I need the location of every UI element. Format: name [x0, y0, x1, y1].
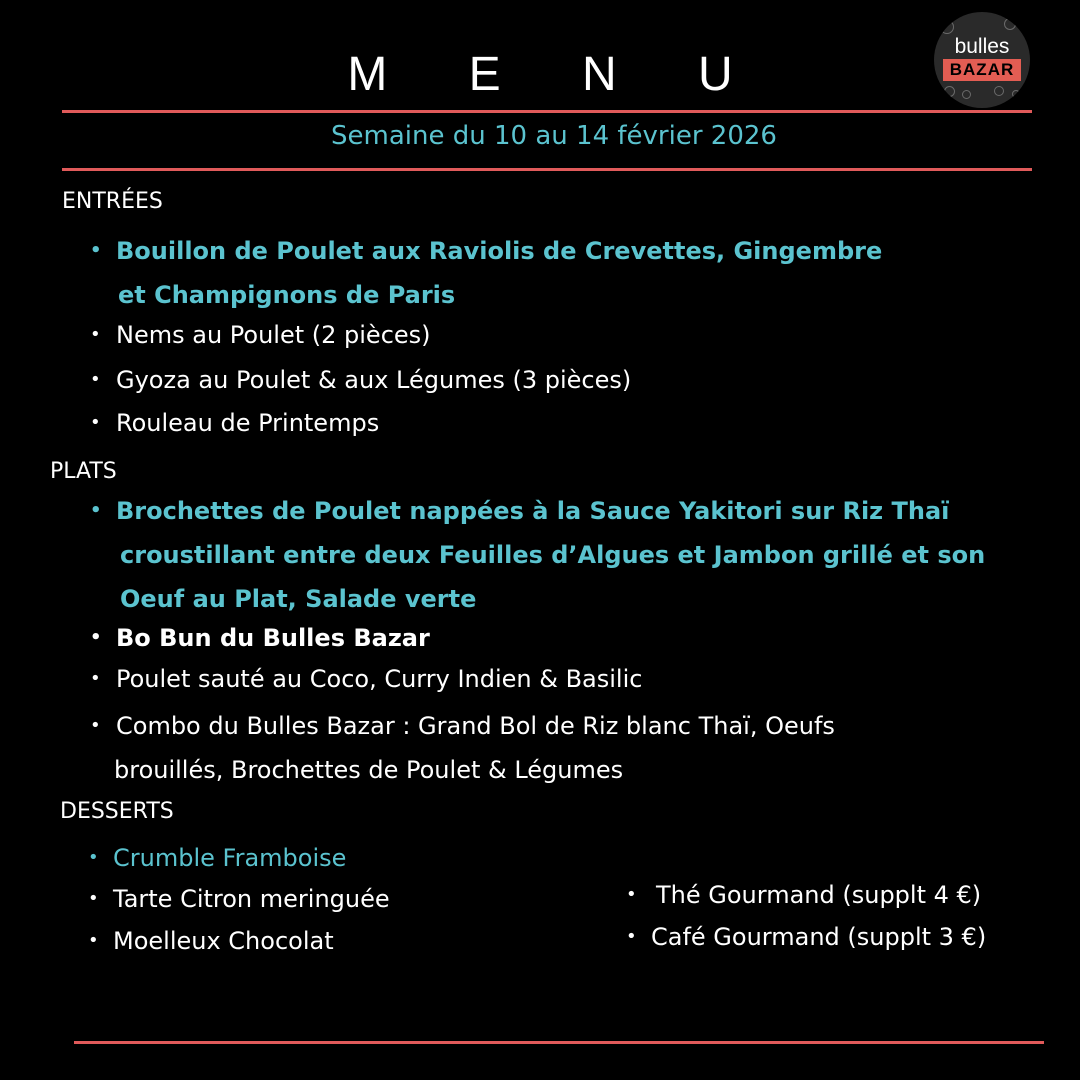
bubble-icon	[1012, 90, 1020, 98]
item-line: Crumble Framboise	[113, 844, 347, 872]
bullet-icon: •	[90, 369, 101, 390]
bulles-bazar-logo	[934, 12, 1030, 108]
item-line: Combo du Bulles Bazar : Grand Bol de Riz blanc Thaï, Oeufs	[116, 712, 835, 740]
item-line: Moelleux Chocolat	[113, 927, 334, 955]
bullet-icon: •	[626, 884, 637, 905]
item-line: et Champignons de Paris	[118, 281, 456, 309]
item-line: Poulet sauté au Coco, Curry Indien & Basilic	[116, 665, 643, 693]
section-heading-entrees: ENTRÉES	[62, 189, 163, 214]
top-divider	[62, 110, 1032, 113]
item-line: Bo Bun du Bulles Bazar	[116, 624, 430, 652]
bubble-icon	[962, 90, 971, 99]
bubble-icon	[940, 20, 954, 34]
item-line: Oeuf au Plat, Salade verte	[120, 585, 477, 613]
week-subtitle: Semaine du 10 au 14 février 2026	[331, 121, 777, 151]
bullet-icon: •	[90, 324, 101, 345]
bullet-icon: •	[88, 847, 99, 868]
bubble-icon	[1004, 18, 1016, 30]
bubble-icon	[944, 86, 955, 97]
bullet-icon: •	[626, 926, 637, 947]
logo-word-bulles: bulles	[954, 35, 1010, 58]
item-line: Tarte Citron meringuée	[113, 885, 390, 913]
bullet-icon: •	[90, 715, 101, 736]
item-line: Thé Gourmand (supplt 4 €)	[656, 881, 982, 909]
item-line: Brochettes de Poulet nappées à la Sauce Yakitori sur Riz Thaï	[116, 497, 950, 525]
bullet-icon: •	[90, 412, 101, 433]
item-line: Rouleau de Printemps	[116, 409, 380, 437]
section-heading-plats: PLATS	[50, 459, 117, 484]
item-line: croustillant entre deux Feuilles d’Algues et Jambon grillé et son	[120, 541, 986, 569]
bottom-divider	[74, 1041, 1044, 1044]
subtitle-divider	[62, 168, 1032, 171]
bullet-icon: •	[88, 888, 99, 909]
bullet-icon: •	[90, 240, 102, 261]
item-line: brouillés, Brochettes de Poulet & Légumes	[114, 756, 624, 784]
item-line: Nems au Poulet (2 pièces)	[116, 321, 431, 349]
page-title: M E N U	[347, 48, 767, 101]
bubble-icon	[994, 86, 1004, 96]
item-line: Gyoza au Poulet & aux Légumes (3 pièces)	[116, 366, 632, 394]
section-heading-desserts: DESSERTS	[60, 799, 174, 824]
bullet-icon: •	[90, 627, 102, 648]
bullet-icon: •	[88, 930, 99, 951]
logo-word-bazar: BAZAR	[943, 59, 1021, 81]
bullet-icon: •	[90, 500, 102, 521]
item-line: Café Gourmand (supplt 3 €)	[651, 923, 987, 951]
item-line: Bouillon de Poulet aux Raviolis de Crevettes, Gingembre	[116, 237, 883, 265]
bullet-icon: •	[90, 668, 101, 689]
